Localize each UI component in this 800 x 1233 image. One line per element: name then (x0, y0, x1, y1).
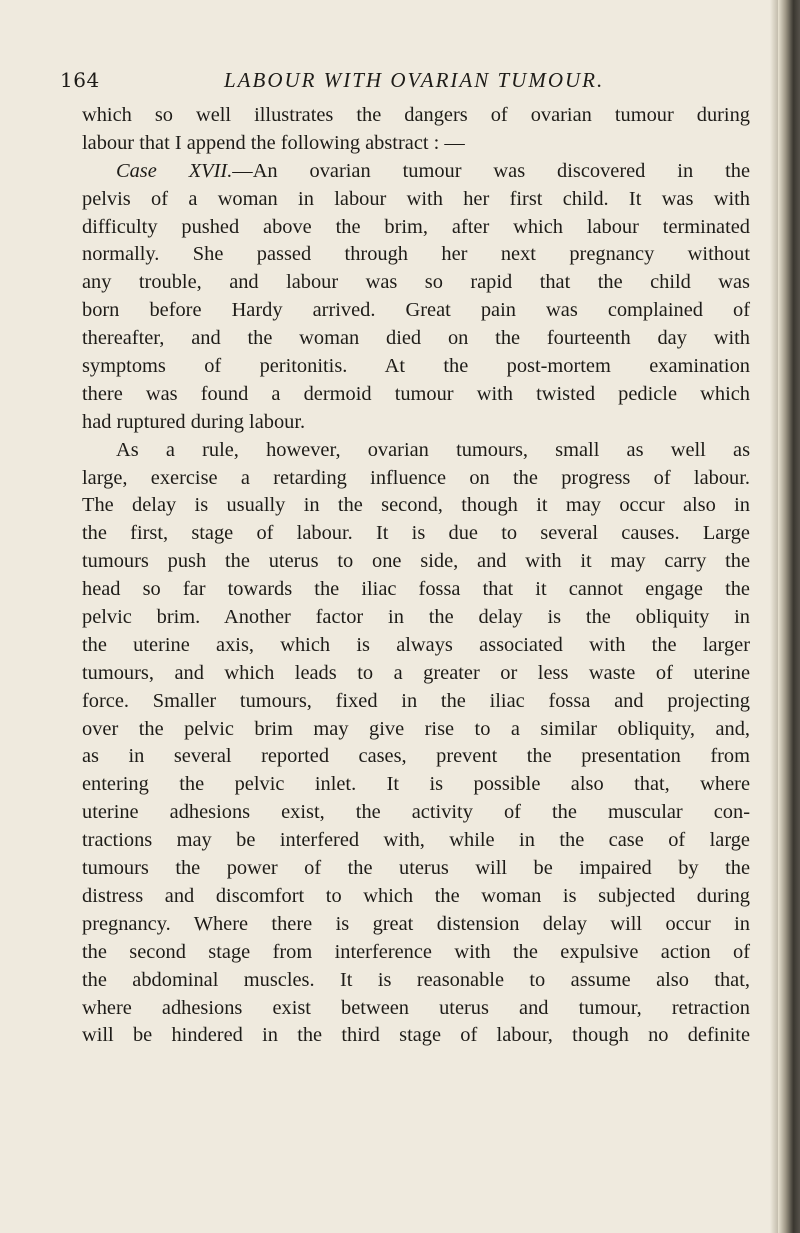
text-line: As a rule, however, ovarian tumours, small as well as (116, 438, 750, 461)
text-line: which so well illustrates the dangers of ovarian tumour during (82, 104, 750, 126)
text-line: labour that I append the following abstract : — (82, 131, 465, 154)
text-line: head so far towards the iliac fossa that it cannot engage the (82, 578, 750, 601)
page-number: 164 (60, 68, 100, 92)
text-line: uterine adhesions exist, the activity of the muscular con- (82, 801, 750, 824)
text-line: distress and discomfort to which the woman is subjected during (82, 884, 750, 907)
text-line: as in several reported cases, prevent the presentation from (82, 745, 750, 768)
text-line: pelvic brim. Another factor in the delay is the obliquity in (82, 606, 750, 629)
case-text: —An ovarian tumour was discovered in the (232, 159, 750, 182)
running-head: LABOUR WITH OVARIAN TUMOUR. (224, 68, 605, 92)
text-line: born before Hardy arrived. Great pain was complained of (82, 299, 750, 322)
text-line: large, exercise a retarding influence on the progress of labour. (82, 466, 750, 489)
text-line: the first, stage of labour. It is due to several causes. Large (82, 522, 750, 545)
text-line: The delay is usually in the second, though it may occur also in (82, 494, 750, 517)
text-line: there was found a dermoid tumour with twisted pedicle which (82, 382, 750, 405)
page-binding-shadow (778, 0, 800, 1233)
text-line: tumours push the uterus to one side, and with it may carry the (82, 550, 750, 573)
text-line: the second stage from interference with the expulsive action of (82, 940, 750, 963)
text-line: thereafter, and the woman died on the fourteenth day with (82, 327, 750, 350)
text-line: force. Smaller tumours, fixed in the iliac fossa and projecting (82, 689, 750, 712)
text-line: normally. She passed through her next pregnancy without (82, 243, 750, 266)
text-line: had ruptured during labour. (82, 410, 306, 433)
case-heading-line (82, 158, 750, 186)
text-line: tractions may be interfered with, while in the case of large (82, 829, 750, 852)
text-line: will be hindered in the third stage of labour, though no definite (82, 1024, 750, 1047)
text-line: where adhesions exist between uterus and tumour, retraction (82, 996, 750, 1019)
case-label: Case XVII. (116, 159, 233, 182)
page-gutter-shade (770, 0, 778, 1233)
text-line: symptoms of peritonitis. At the post-mortem examination (82, 355, 750, 378)
text-line: the uterine axis, which is always associated with the larger (82, 633, 750, 656)
text-line: tumours the power of the uterus will be impaired by the (82, 857, 750, 880)
text-line: tumours, and which leads to a greater or less waste of uterine (82, 661, 750, 684)
text-line: pelvis of a woman in labour with her first child. It was with (82, 187, 750, 210)
text-line: entering the pelvic inlet. It is possible also that, where (82, 773, 750, 796)
text-line: any trouble, and labour was so rapid that the child was (82, 271, 750, 294)
body-text (82, 102, 750, 1050)
text-line: the abdominal muscles. It is reasonable to assume also that, (82, 968, 750, 991)
text-line: pregnancy. Where there is great distension delay will occur in (82, 912, 750, 935)
text-line: over the pelvic brim may give rise to a similar obliquity, and, (82, 717, 750, 740)
page-header (60, 68, 750, 98)
text-line: difficulty pushed above the brim, after which labour terminated (82, 215, 750, 238)
